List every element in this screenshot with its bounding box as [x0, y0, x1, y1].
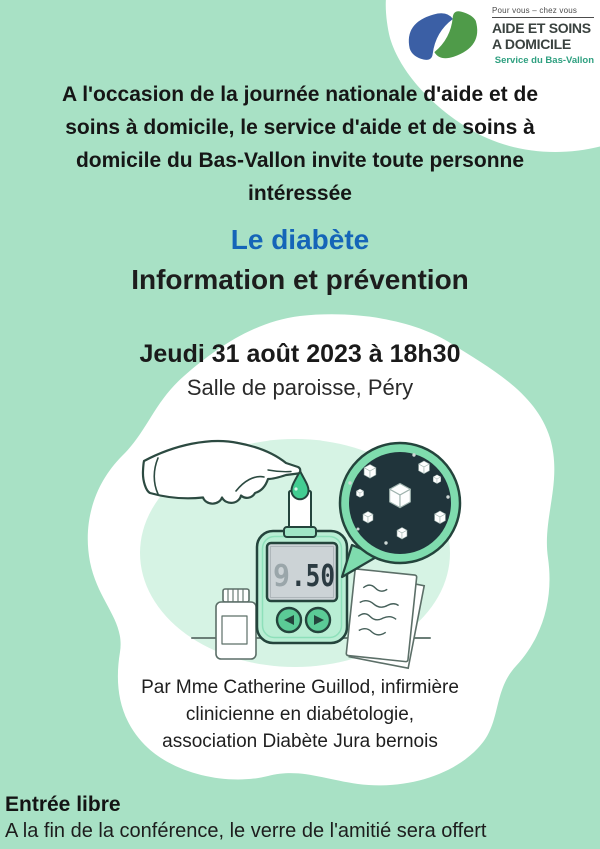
logo-tagline: Pour vous – chez vous	[492, 6, 578, 15]
intro-line: domicile du Bas-Vallon invite toute personne	[75, 149, 525, 172]
glucometer-icon	[257, 527, 347, 643]
lcd-reading-ghost: 9	[273, 559, 290, 594]
organization-logo	[404, 6, 594, 66]
speaker-line: Par Mme Catherine Guillod, infirmière	[141, 677, 459, 698]
intro-line: intéressée	[248, 182, 352, 205]
intro-paragraph	[0, 78, 600, 210]
speaker-line: association Diabète Jura bernois	[162, 731, 438, 752]
intro-line: soins à domicile, le service d'aide et de soins à	[65, 116, 535, 139]
admission-label: Entrée libre	[5, 793, 121, 816]
meter-right-button	[306, 608, 330, 632]
logo-divider	[492, 17, 594, 18]
logo-name-line1: AIDE ET SOINS	[492, 20, 591, 36]
event-datetime: Jeudi 31 août 2023 à 18h30	[139, 340, 461, 368]
meter-left-button	[277, 608, 301, 632]
speaker-info	[0, 674, 600, 755]
logo-name-line2: A DOMICILE	[492, 36, 571, 52]
notes-icon	[346, 569, 424, 668]
logo-swoosh-icon	[404, 8, 486, 66]
speaker-line: clinicienne en diabétologie,	[185, 704, 415, 725]
lcd-reading-main: .50	[291, 559, 335, 594]
page-subtitle: Information et prévention	[131, 264, 469, 295]
logo-subtitle: Service du Bas-Vallon	[494, 55, 594, 66]
event-location: Salle de paroisse, Péry	[186, 375, 414, 400]
closing-note: A la fin de la conférence, le verre de l'amitié sera offert	[5, 820, 487, 842]
page-title: Le diabète	[230, 224, 370, 255]
glucometer-illustration	[0, 425, 600, 680]
intro-line: A l'occasion de la journée nationale d'aide et de	[62, 83, 538, 106]
